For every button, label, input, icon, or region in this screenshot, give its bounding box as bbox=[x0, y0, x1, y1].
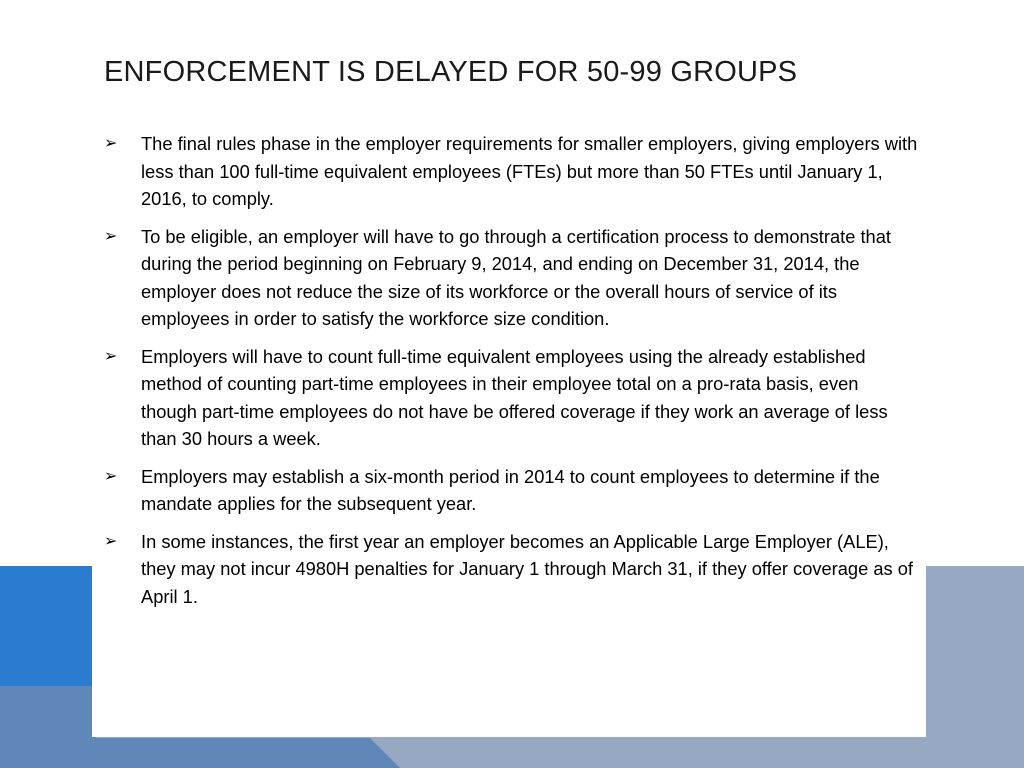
bullet-text: Employers will have to count full-time equivalent employees using the already established method of counting part-time employees in their employee total on a pro-rata basis, even though part-time employees do not have be offered coverage if they work an average of less than 30 hours a week. bbox=[141, 345, 888, 449]
arrowhead-bullet-icon: ➢ bbox=[104, 227, 118, 245]
bullet-text: In some instances, the first year an employer becomes an Applicable Large Employer (ALE), they may not incur 4980H penalties for January 1 through March 31, if they offer coverage as of April 1. bbox=[141, 530, 913, 607]
bullet-item bbox=[104, 463, 919, 518]
bullet-list bbox=[104, 130, 919, 620]
bullet-item bbox=[104, 343, 919, 453]
bullet-text: Employers may establish a six-month period in 2014 to count employees to determine if the mandate applies for the subsequent year. bbox=[141, 465, 880, 514]
bullet-text: To be eligible, an employer will have to go through a certification process to demonstrate that during the period beginning on February 9, 2014, and ending on December 31, 2014, the employer does not reduce the size of its workforce or the overall hours of service of its employees in order to satisfy the workforce size condition. bbox=[141, 225, 891, 329]
bullet-item bbox=[104, 223, 919, 333]
bullet-item bbox=[104, 130, 919, 213]
arrowhead-bullet-icon: ➢ bbox=[104, 532, 118, 550]
bullet-item bbox=[104, 528, 919, 611]
arrowhead-bullet-icon: ➢ bbox=[104, 135, 118, 152]
arrowhead-bullet-icon: ➢ bbox=[104, 347, 118, 365]
bullet-text: The final rules phase in the employer requirements for smaller employers, giving employers with less than 100 full-time equivalent employees (FTEs) but more than 50 FTEs until January 1, 2016, to comply. bbox=[141, 133, 918, 209]
arrowhead-bullet-icon: ➢ bbox=[104, 467, 118, 485]
slide-title: ENFORCEMENT IS DELAYED FOR 50-99 GROUPS bbox=[104, 56, 798, 88]
